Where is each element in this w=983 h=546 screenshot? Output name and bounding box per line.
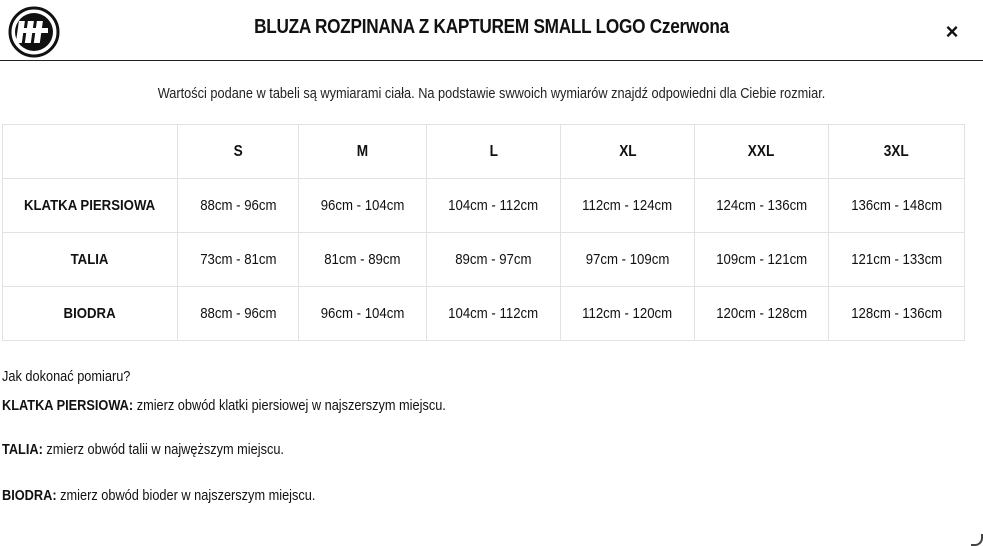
table-cell: 81cm - 89cm [299, 233, 427, 287]
header-cell-m: M [299, 125, 427, 179]
modal-header [0, 0, 983, 61]
instruction-term: KLATKA PIERSIOWA: [2, 398, 134, 414]
header-cell-3xl: 3XL [829, 125, 965, 179]
table-cell: 88cm - 96cm [178, 179, 299, 233]
header-cell-s: S [178, 125, 299, 179]
header-cell-xxl: XXL [695, 125, 829, 179]
table-cell: 96cm - 104cm [299, 179, 427, 233]
table-cell: 121cm - 133cm [829, 233, 965, 287]
table-cell: 109cm - 121cm [695, 233, 829, 287]
instruction-waist [2, 442, 284, 458]
table-row [3, 233, 965, 287]
intro-text: Wartości podane w tabeli są wymiarami ciała. Na podstawie swwoich wymiarów znajdź odpowiedni dla Ciebie rozmiar. [157, 86, 826, 102]
table-header-row [3, 125, 965, 179]
header-cell-l: L [427, 125, 561, 179]
table-row [3, 179, 965, 233]
table-cell: 124cm - 136cm [695, 179, 829, 233]
table-cell: 136cm - 148cm [829, 179, 965, 233]
instructions-question: Jak dokonać pomiaru? [2, 369, 131, 385]
instruction-term: BIODRA: [2, 488, 57, 504]
close-icon[interactable]: × [945, 19, 959, 44]
row-label: TALIA [3, 233, 178, 287]
row-label: KLATKA PIERSIOWA [3, 179, 178, 233]
instruction-text: zmierz obwód talii w najwęższym miejscu. [42, 442, 284, 458]
header-cell-empty [3, 125, 178, 179]
instruction-text: zmierz obwód bioder w najszerszym miejscu. [56, 488, 316, 504]
table-cell: 89cm - 97cm [427, 233, 561, 287]
table-cell: 104cm - 112cm [427, 287, 561, 341]
table-cell: 112cm - 124cm [561, 179, 695, 233]
table-cell: 88cm - 96cm [178, 287, 299, 341]
modal-corner [971, 534, 983, 546]
table-cell: 104cm - 112cm [427, 179, 561, 233]
table-row [3, 287, 965, 341]
table-cell: 128cm - 136cm [829, 287, 965, 341]
row-label: BIODRA [3, 287, 178, 341]
instruction-term: TALIA: [2, 442, 43, 458]
size-table [2, 124, 965, 341]
table-cell: 97cm - 109cm [561, 233, 695, 287]
table-cell: 96cm - 104cm [299, 287, 427, 341]
instruction-hips [2, 488, 315, 504]
modal-title: BLUZA ROZPINANA Z KAPTUREM SMALL LOGO Czerwona [254, 16, 729, 38]
table-cell: 120cm - 128cm [695, 287, 829, 341]
instruction-chest [2, 398, 446, 414]
table-cell: 73cm - 81cm [178, 233, 299, 287]
pitbull-logo-icon [8, 6, 60, 58]
instruction-text: zmierz obwód klatki piersiowej w najszerszym miejscu. [133, 398, 446, 414]
header-cell-xl: XL [561, 125, 695, 179]
table-cell: 112cm - 120cm [561, 287, 695, 341]
